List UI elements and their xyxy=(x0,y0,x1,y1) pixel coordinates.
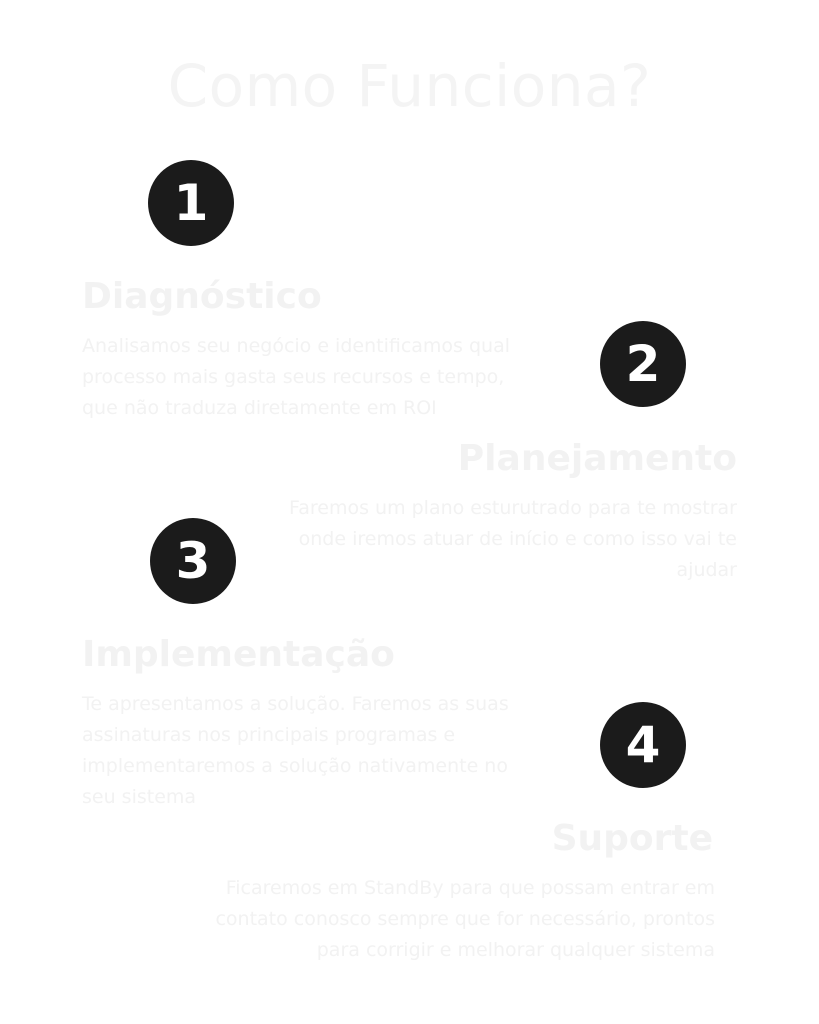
section-title: Como Funciona? xyxy=(167,52,652,120)
step-3-description: Te apresentamos a solução. Faremos as suas assinaturas nos principais programas e implementaremos a solução nativamente no seu sistema xyxy=(82,693,509,808)
step-2-number-badge: 2 xyxy=(600,321,686,407)
step-3-number-badge: 3 xyxy=(150,518,236,604)
step-2-description: Faremos um plano esturutrado para te mostrar onde iremos atuar de início e como isso vai te ajudar xyxy=(289,497,737,581)
step-1-description: Analisamos seu negócio e identificamos qual processo mais gasta seus recursos e tempo, que não traduza diretamente em ROI xyxy=(82,335,511,419)
step-4-description: Ficaremos em StandBy para que possam entrar em contato conosco sempre que for necessário, prontos para corrigir e melhorar qualquer sistema xyxy=(215,877,715,961)
step-1-number-badge: 1 xyxy=(148,160,234,246)
step-3-title: Implementação xyxy=(82,634,395,675)
step-4-number-badge: 4 xyxy=(600,702,686,788)
step-1-title: Diagnóstico xyxy=(82,276,322,317)
step-4-title: Suporte xyxy=(551,818,713,859)
step-2-title: Planejamento xyxy=(457,438,737,479)
